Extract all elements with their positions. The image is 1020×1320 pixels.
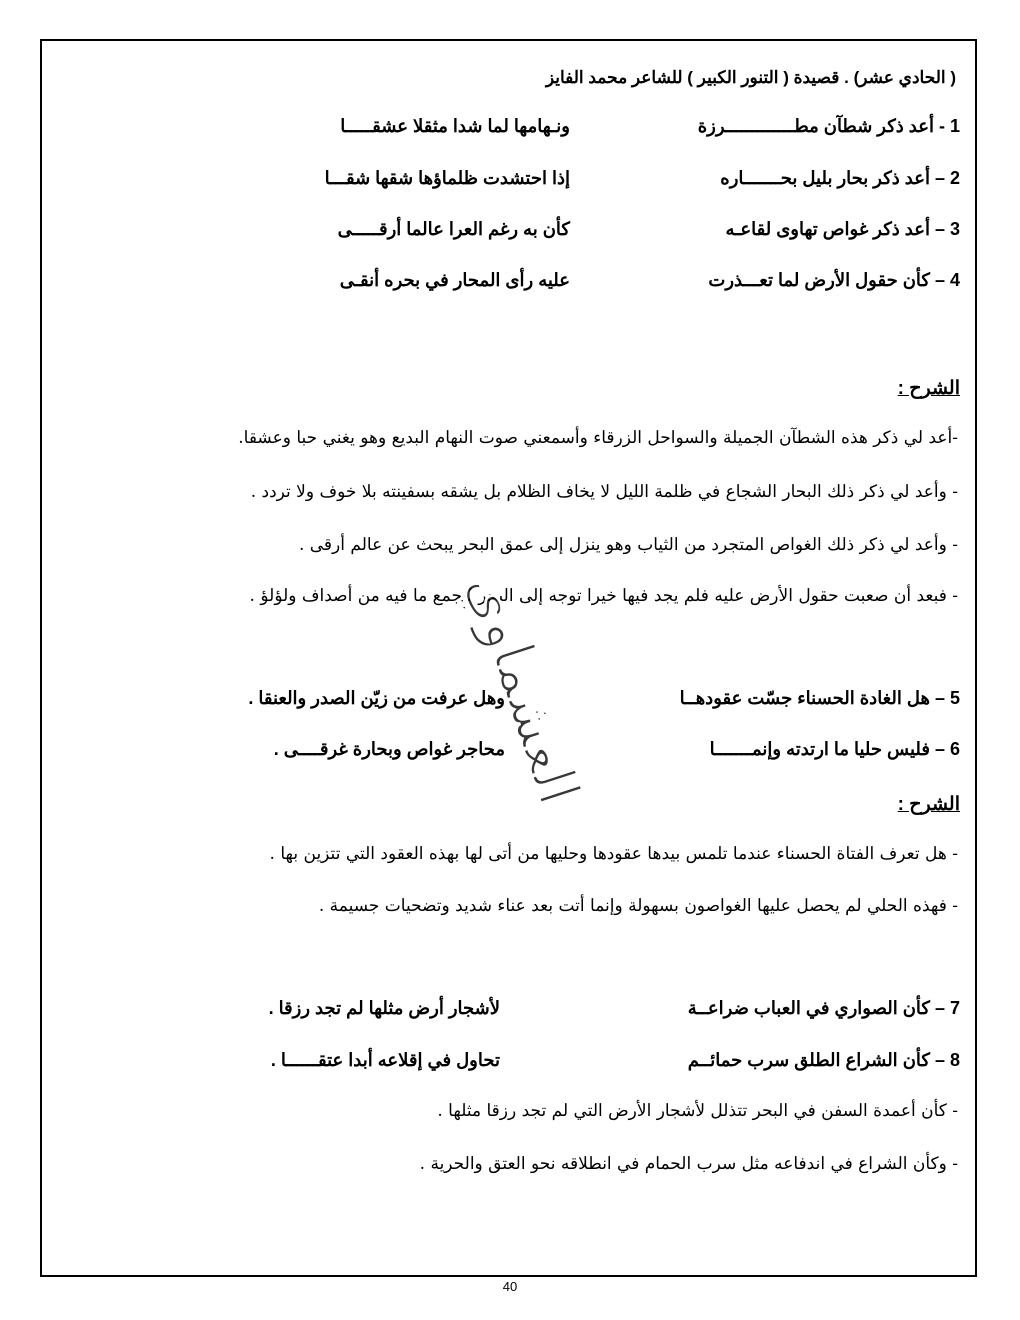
verse-3 (240, 219, 960, 247)
lesson-title: ( الحادي عشر) . قصيدة ( التنور الكبير ) للشاعر محمد الفايز (545, 68, 956, 87)
verse-1 (240, 116, 960, 144)
explanation-heading-1: الشرح : (897, 378, 960, 399)
verse-7-second-hemistich: لأشجار أرض مثلها لم تجد رزقا . (268, 998, 500, 1018)
explanation-2-line-1: - هل تعرف الفتاة الحسناء عندما تلمس بيدها عقودها وحليها من أتى لها بهذه العقود التي تتزين بها . (269, 844, 958, 864)
verse-6-second-hemistich: محاجر غواص وبحارة غرقــــى . (273, 739, 505, 759)
explanation-1-line-1: -أعد لي ذكر هذه الشطآن الجميلة والسواحل الزرقاء وأسمعني صوت النهام البديع وهو يغني حبا وعشقا. (238, 428, 958, 448)
verse-6 (240, 739, 960, 767)
explanation-heading-2: الشرح : (897, 794, 960, 815)
verse-3-second-hemistich: كأن به رغم العرا عالما أرقـــــى (337, 219, 570, 239)
verse-4 (240, 270, 960, 298)
verse-8 (240, 1050, 960, 1078)
verse-4-second-hemistich: عليه رأى المحار في بحره أنقـى (339, 270, 570, 290)
verse-2-first-hemistich: 2 – أعد ذكر بحار بليل بحـــــــاره (720, 168, 960, 188)
verse-8-second-hemistich: تحاول في إقلاعه أبدا عتقــــــا . (270, 1050, 500, 1070)
verse-2 (240, 168, 960, 196)
explanation-1-line-4: - فبعد أن صعبت حقول الأرض عليه فلم يجد فيها خيرا توجه إلى البحر ليجمع ما فيه من أصداف ولؤلؤ . (249, 586, 958, 606)
verse-3-first-hemistich: 3 – أعد ذكر غواص تهاوى لقاعـه (725, 219, 960, 239)
explanation-1-line-2: - وأعد لي ذكر ذلك البحار الشجاع في ظلمة الليل لا يخاف الظلام بل يشقه بسفينته بلا خوف ولا تردد . (250, 482, 958, 502)
verse-1-first-hemistich: 1 - أعد ذكر شطآن مطـــــــــــــرزة (697, 116, 960, 136)
verse-4-first-hemistich: 4 – كأن حقول الأرض لما تعـــذرت (708, 270, 960, 290)
author-watermark: العشماوي (455, 565, 594, 813)
verse-8-first-hemistich: 8 – كأن الشراع الطلق سرب حمائــم (687, 1050, 960, 1070)
verse-5-second-hemistich: وهل عرفت من زيّن الصدر والعنقا . (248, 688, 505, 708)
verse-7 (240, 998, 960, 1026)
verse-5 (240, 688, 960, 716)
explanation-3-line-2: - وكأن الشراع في اندفاعه مثل سرب الحمام في انطلاقه نحو العتق والحرية . (419, 1154, 958, 1174)
verse-6-first-hemistich: 6 – فليس حليا ما ارتدته وإنمـــــــا (709, 739, 960, 759)
verse-2-second-hemistich: إذا احتشدت ظلماؤها شقها شقـــا (324, 168, 570, 188)
verse-7-first-hemistich: 7 – كأن الصواري في العباب ضراعــة (687, 998, 960, 1018)
explanation-2-line-2: - فهذه الحلي لم يحصل عليها الغواصون بسهولة وإنما أتت بعد عناء شديد وتضحيات جسيمة . (318, 896, 958, 916)
explanation-1-line-3: - وأعد لي ذكر ذلك الغواص المتجرد من الثياب وهو ينزل إلى عمق البحر يبحث عن عالم أرقى . (298, 535, 958, 555)
verse-5-first-hemistich: 5 – هل الغادة الحسناء جسّت عقودهــا (679, 688, 960, 708)
page-number: 40 (502, 1279, 518, 1294)
verse-1-second-hemistich: ونـهامها لما شدا مثقلا عشقـــــا (340, 116, 570, 136)
explanation-3-line-1: - كأن أعمدة السفن في البحر تتذلل لأشجار الأرض التي لم تجد رزقا مثلها . (437, 1101, 958, 1121)
